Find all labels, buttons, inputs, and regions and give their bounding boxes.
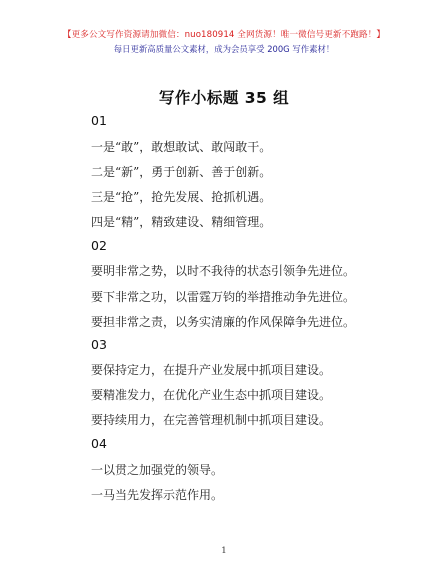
section-number: 04 <box>91 436 107 451</box>
section-line: 要明非常之势，以时不我待的状态引领争先进位。 <box>91 264 356 278</box>
promo-banner: 【更多公文写作资源请加微信：nuo180914 全网货源！唯一微信号更新不跑路！】 <box>62 30 386 40</box>
section-line: 四是“精”，精致建设、精细管理。 <box>91 215 272 229</box>
section-number: 01 <box>91 113 107 128</box>
page-number: 1 <box>221 546 227 556</box>
section-number: 03 <box>91 337 107 352</box>
section-number: 02 <box>91 238 107 253</box>
section-line: 要保持定力，在提升产业发展中抓项目建设。 <box>91 363 332 377</box>
section-line: 要下非常之功，以雷霆万钧的举措推动争先进位。 <box>91 290 356 304</box>
section-line: 要精准发力，在优化产业生态中抓项目建设。 <box>91 388 332 402</box>
document-title: 写作小标题 35 组 <box>158 89 290 107</box>
promo-subline: 每日更新高质量公文素材，成为会员享受 200G 写作素材！ <box>113 44 335 54</box>
section-line: 要担非常之责，以务实清廉的作风保障争先进位。 <box>91 315 356 329</box>
section-line: 一马当先发挥示范作用。 <box>91 488 224 502</box>
section-line: 一是“敢”，敢想敢试、敢闯敢干。 <box>91 140 272 154</box>
section-line: 三是“抢”，抢先发展、抢抓机遇。 <box>91 190 272 204</box>
section-line: 一以贯之加强党的领导。 <box>91 463 224 477</box>
section-line: 要持续用力，在完善管理机制中抓项目建设。 <box>91 413 332 427</box>
section-line: 二是“新”，勇于创新、善于创新。 <box>91 165 272 179</box>
